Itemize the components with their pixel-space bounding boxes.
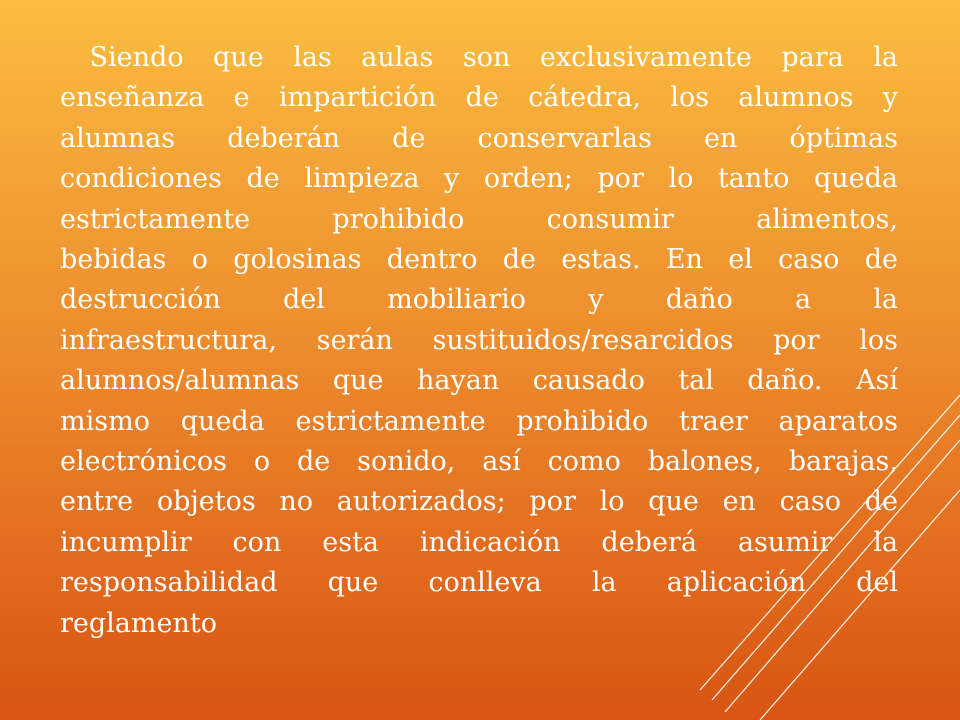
body-paragraph	[60, 38, 898, 644]
paragraph-line-4: condiciones de limpieza y orden; por lo tanto queda	[60, 163, 898, 195]
paragraph-line-14: responsabilidad que conlleva la aplicación del	[60, 567, 898, 599]
paragraph-line-8: infraestructura, serán sustituidos/resarcidos por los	[60, 324, 898, 356]
paragraph-line-15: reglamento	[60, 607, 217, 639]
paragraph-line-13: incumplir con esta indicación deberá asumir la	[60, 526, 898, 558]
paragraph-line-1: Siendo que las aulas son exclusivamente para la	[60, 42, 898, 73]
paragraph-line-6: bebidas o golosinas dentro de estas. En el caso de	[60, 244, 898, 276]
paragraph-line-11: electrónicos o de sonido, así como balones, barajas,	[60, 446, 898, 478]
paragraph-line-12: entre objetos no autorizados; por lo que en caso de	[60, 486, 898, 518]
paragraph-line-10: mismo queda estrictamente prohibido traer aparatos	[60, 405, 898, 437]
paragraph-line-7: destrucción del mobiliario y daño a la	[60, 284, 898, 316]
paragraph-line-9: alumnos/alumnas que hayan causado tal daño. Así	[60, 365, 898, 397]
paragraph-line-2: enseñanza e impartición de cátedra, los alumnos y	[60, 82, 898, 114]
paragraph-line-3: alumnas deberán de conservarlas en óptimas	[60, 122, 898, 154]
paragraph-line-5: estrictamente prohibido consumir alimentos,	[60, 203, 898, 235]
